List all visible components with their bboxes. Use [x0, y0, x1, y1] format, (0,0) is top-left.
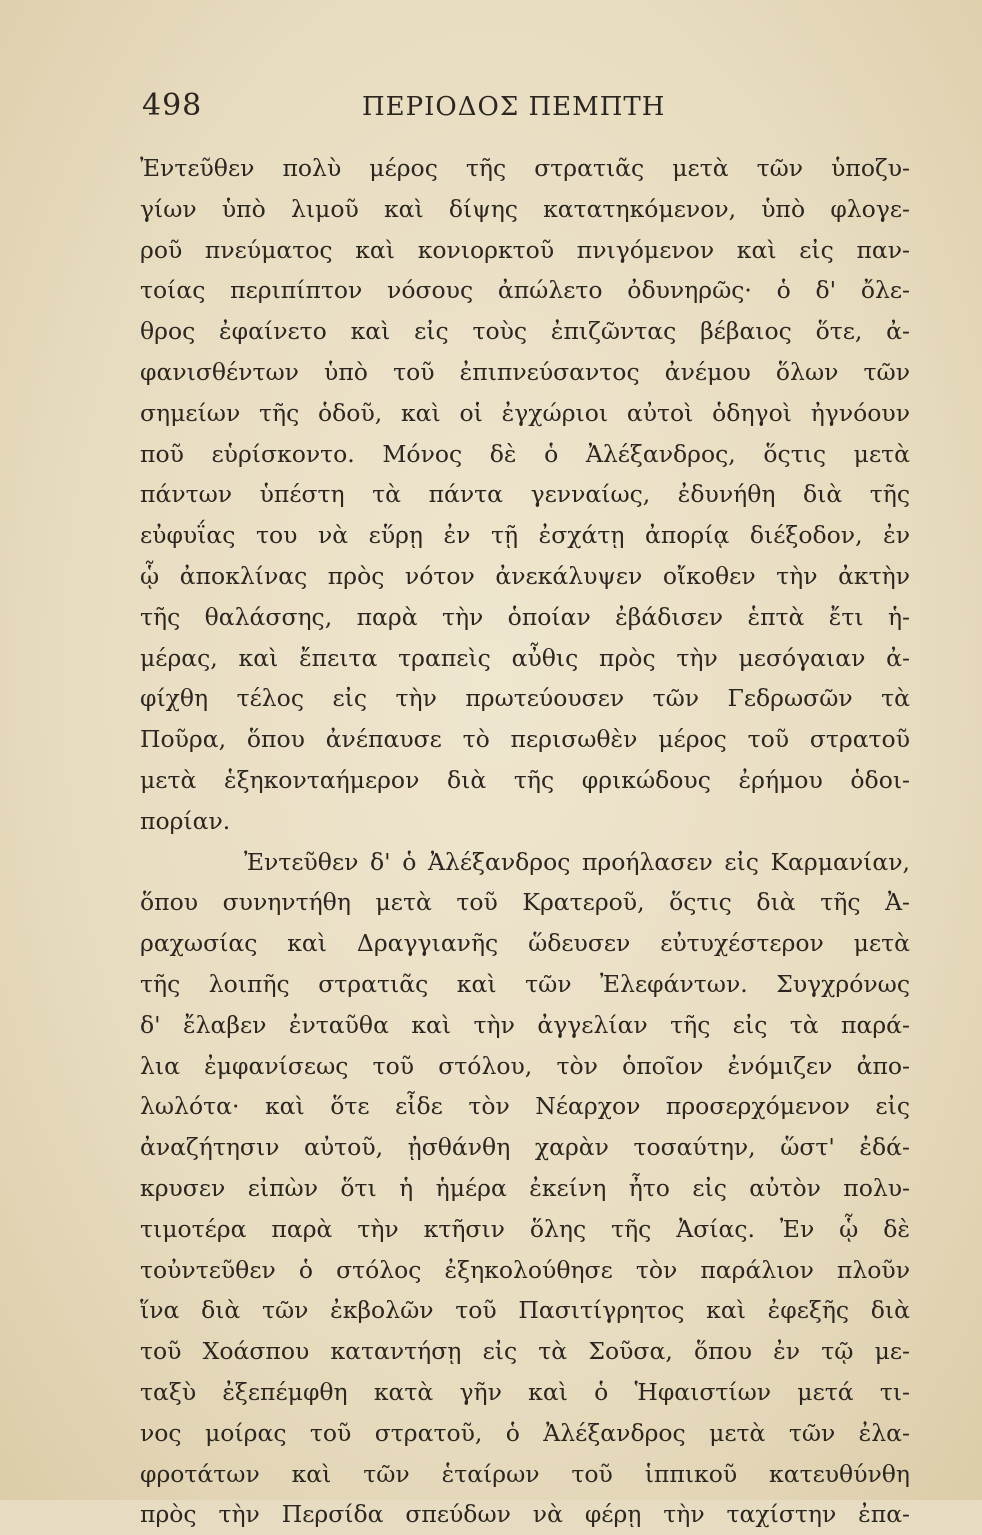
page-number: 498: [142, 88, 203, 123]
text-line: φροτάτων καὶ τῶν ἑταίρων τοῦ ἱππικοῦ κατευθύνθη: [140, 1459, 910, 1488]
running-head: ΠΕΡΙΟΔΟΣ ΠΕΜΠΤΗ: [362, 92, 666, 122]
text-line: ᾧ ἀποκλίνας πρὸς νότον ἀνεκάλυψεν οἴκοθεν τὴν ἀκτὴν: [140, 561, 910, 590]
text-line: τοὐντεῦθεν ὁ στόλος ἐξηκολούθησε τὸν παράλιον πλοῦν: [140, 1255, 910, 1284]
text-line: νος μοίρας τοῦ στρατοῦ, ὁ Ἀλέξανδρος μετὰ τῶν ἐλα-: [140, 1418, 910, 1447]
text-line: λια ἐμφανίσεως τοῦ στόλου, τὸν ὁποῖον ἐνόμιζεν ἀπο-: [140, 1051, 910, 1080]
text-line: πάντων ὑπέστη τὰ πάντα γενναίως, ἐδυνήθη διὰ τῆς: [140, 480, 910, 509]
text-line: Ποῦρα, ὅπου ἀνέπαυσε τὸ περισωθὲν μέρος τοῦ στρατοῦ: [140, 725, 910, 754]
text-line: ραχωσίας καὶ Δραγγιανῆς ὥδευσεν εὐτυχέστερον μετὰ: [140, 929, 910, 958]
text-line: ροῦ πνεύματος καὶ κονιορκτοῦ πνιγόμενον καὶ εἰς παν-: [140, 235, 910, 264]
text-line: ποῦ εὑρίσκοντο. Μόνος δὲ ὁ Ἀλέξανδρος, ὅςτις μετὰ: [140, 439, 910, 468]
text-line: εὐφυΐας του νὰ εὕρῃ ἐν τῇ ἐσχάτῃ ἀπορίᾳ διέξοδον, ἐν: [140, 521, 910, 550]
text-line: τιμοτέρα παρὰ τὴν κτῆσιν ὅλης τῆς Ἀσίας. Ἐν ᾧ δὲ: [140, 1214, 910, 1243]
text-line: Ἐντεῦθεν πολὺ μέρος τῆς στρατιᾶς μετὰ τῶν ὑποζυ-: [140, 154, 910, 182]
text-line: φίχθη τέλος εἰς τὴν πρωτεύουσεν τῶν Γεδρωσῶν τὰ: [140, 684, 910, 713]
text-line: γίων ὑπὸ λιμοῦ καὶ δίψης κατατηκόμενον, ὑπὸ φλογε-: [140, 194, 910, 223]
text-line: μέρας, καὶ ἔπειτα τραπεὶς αὖθις πρὸς τὴν μεσόγαιαν ἀ-: [140, 643, 910, 672]
text-line: πρὸς τὴν Περσίδα σπεύδων νὰ φέρῃ τὴν ταχίστην ἐπα-: [140, 1500, 910, 1529]
text-line: λωλότα· καὶ ὅτε εἶδε τὸν Νέαρχον προσερχόμενον εἰς: [140, 1092, 910, 1121]
text-line: τοῦ Χοάσπου καταντήσῃ εἰς τὰ Σοῦσα, ὅπου ἐν τῷ με-: [140, 1337, 910, 1366]
text-line: τῆς λοιπῆς στρατιᾶς καὶ τῶν Ἐλεφάντων. Συγχρόνως: [140, 969, 910, 998]
text-line: ταξὺ ἐξεπέμφθη κατὰ γῆν καὶ ὁ Ἡφαιστίων μετά τι-: [140, 1377, 910, 1406]
text-line: ὅπου συνηντήθη μετὰ τοῦ Κρατεροῦ, ὅςτις διὰ τῆς Ἀ-: [140, 888, 910, 917]
page-header: [142, 88, 912, 128]
text-line: φανισθέντων ὑπὸ τοῦ ἐπιπνεύσαντος ἀνέμου ὅλων τῶν: [140, 357, 910, 386]
text-line: σημείων τῆς ὁδοῦ, καὶ οἱ ἐγχώριοι αὐτοὶ ὁδηγοὶ ἠγνόουν: [140, 398, 910, 427]
text-line: τοίας περιπίπτον νόσους ἀπώλετο ὀδυνηρῶς· ὁ δ' ὄλε-: [140, 276, 910, 305]
text-line: δ' ἔλαβεν ἐνταῦθα καὶ τὴν ἀγγελίαν τῆς εἰς τὰ παρά-: [140, 1010, 910, 1039]
text-line: ἵνα διὰ τῶν ἐκβολῶν τοῦ Πασιτίγρητος καὶ ἐφεξῆς διὰ: [140, 1296, 910, 1325]
text-line: κρυσεν εἰπὼν ὅτι ἡ ἡμέρα ἐκείνη ἦτο εἰς αὐτὸν πολυ-: [140, 1173, 910, 1202]
text-line: πορίαν.: [140, 806, 231, 835]
text-line: Ἐντεῦθεν δ' ὁ Ἀλέξανδρος προήλασεν εἰς Καρμανίαν,: [244, 847, 910, 876]
text-line: ἀναζήτησιν αὐτοῦ, ᾐσθάνθη χαρὰν τοσαύτην, ὥστ' ἐδά-: [140, 1133, 910, 1162]
body-text: [140, 148, 910, 1535]
text-line: μετὰ ἑξηκονταήμερον διὰ τῆς φρικώδους ἐρήμου ὁδοι-: [140, 765, 910, 794]
text-line: θρος ἐφαίνετο καὶ εἰς τοὺς ἐπιζῶντας βέβαιος ὅτε, ἀ-: [140, 317, 910, 346]
text-line: τῆς θαλάσσης, παρὰ τὴν ὁποίαν ἐβάδισεν ἑπτὰ ἔτι ἡ-: [140, 602, 910, 631]
